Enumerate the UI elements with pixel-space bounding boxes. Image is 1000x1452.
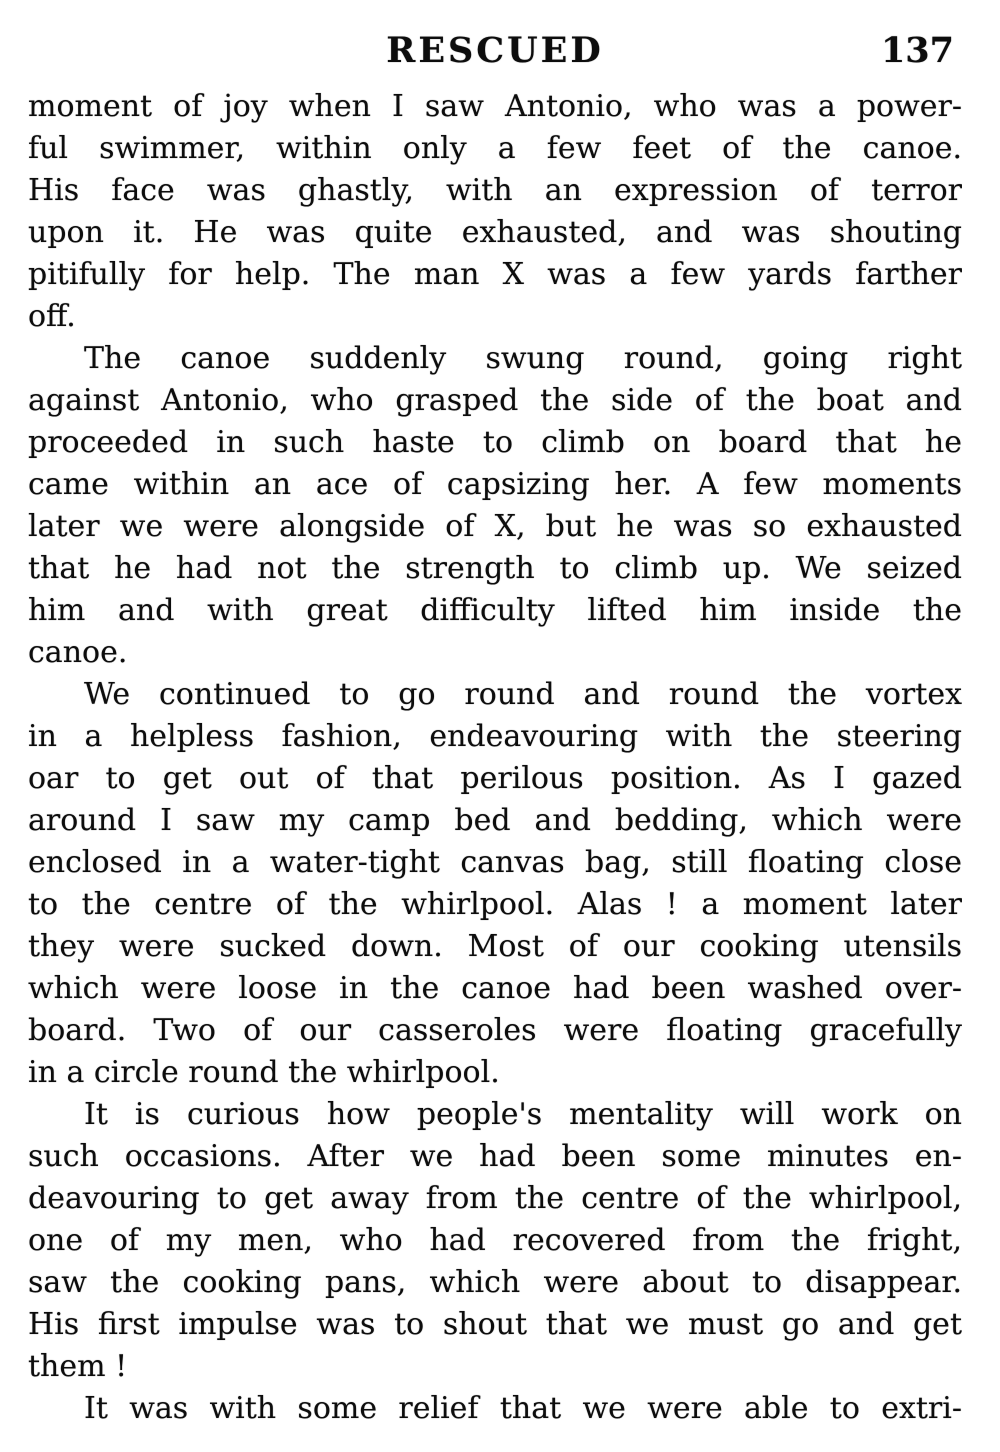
text-line: His first impulse was to shout that we must go and get — [28, 1307, 962, 1342]
text-line: ful swimmer, within only a few feet of the canoe. — [28, 131, 962, 166]
text-line: such occasions. After we had been some minutes en- — [28, 1139, 962, 1174]
text-line: upon it. He was quite exhausted, and was shouting — [28, 215, 962, 250]
text-line: It is curious how people's mentality will work on — [84, 1097, 962, 1132]
text-line: canoe. — [28, 635, 128, 670]
text-line: later we were alongside of X, but he was so exhausted — [28, 509, 962, 544]
body-text — [28, 86, 962, 1430]
running-title: RESCUED — [386, 30, 604, 71]
text-line: him and with great difficulty lifted him inside the — [28, 593, 962, 628]
text-line: them ! — [28, 1349, 128, 1384]
text-line: that he had not the strength to climb up. We seized — [28, 551, 962, 586]
text-line: in a circle round the whirlpool. — [28, 1055, 500, 1090]
text-line: deavouring to get away from the centre of the whirlpool, — [28, 1181, 962, 1216]
text-line: The canoe suddenly swung round, going right — [84, 341, 962, 376]
text-line: to the centre of the whirlpool. Alas ! a moment later — [28, 887, 962, 922]
text-line: against Antonio, who grasped the side of the boat and — [28, 383, 962, 418]
text-line: It was with some relief that we were able to extri- — [84, 1391, 962, 1426]
text-line: in a helpless fashion, endeavouring with the steering — [28, 719, 962, 754]
text-line: they were sucked down. Most of our cooking utensils — [28, 929, 962, 964]
text-line: around I saw my camp bed and bedding, which were — [28, 803, 962, 838]
page-number: 137 — [880, 30, 954, 71]
text-line: board. Two of our casseroles were floating gracefully — [28, 1013, 962, 1048]
text-line: saw the cooking pans, which were about to disappear. — [28, 1265, 962, 1300]
page-header — [28, 30, 962, 74]
text-line: one of my men, who had recovered from the fright, — [28, 1223, 962, 1258]
text-line: oar to get out of that perilous position. As I gazed — [28, 761, 962, 796]
text-line: enclosed in a water-tight canvas bag, still floating close — [28, 845, 962, 880]
text-line: off. — [28, 299, 76, 334]
text-line: pitifully for help. The man X was a few yards farther — [28, 257, 962, 292]
text-line: We continued to go round and round the vortex — [84, 677, 962, 712]
text-line: which were loose in the canoe had been washed over- — [28, 971, 962, 1006]
text-line: came within an ace of capsizing her. A few moments — [28, 467, 962, 502]
text-line: proceeded in such haste to climb on board that he — [28, 425, 962, 460]
text-line: His face was ghastly, with an expression of terror — [28, 173, 962, 208]
text-line: moment of joy when I saw Antonio, who was a power- — [28, 89, 962, 124]
